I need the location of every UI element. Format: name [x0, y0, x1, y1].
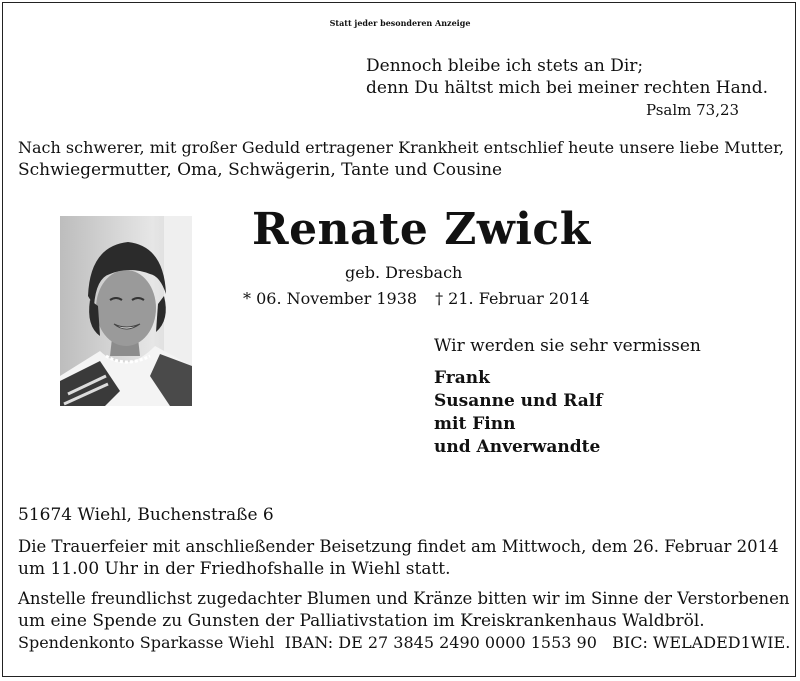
death-date: † 21. Februar 2014	[435, 289, 590, 308]
family-address: 51674 Wiehl, Buchenstraße 6	[18, 505, 274, 525]
mourner-name: und Anverwandte	[434, 437, 601, 457]
intro-line-2: Schwiegermutter, Oma, Schwägerin, Tante und Cousine	[18, 160, 503, 180]
donation-line-1: Anstelle freundlichst zugedachter Blumen und Kränze bitten wir im Sinne der Verstorbenen	[18, 589, 790, 608]
life-dates	[243, 289, 590, 308]
mourner-name: Susanne und Ralf	[434, 391, 603, 411]
verse-line-2: denn Du hältst mich bei meiner rechten Hand.	[366, 78, 769, 98]
verse-line-1: Dennoch bleibe ich stets an Dir;	[366, 56, 644, 76]
funeral-line-1: Die Trauerfeier mit anschließender Beisetzung findet am Mittwoch, dem 26. Februar 2014	[18, 537, 779, 556]
notice-header: Statt jeder besonderen Anzeige	[329, 18, 471, 28]
intro-line-1: Nach schwerer, mit großer Geduld ertragener Krankheit entschlief heute unsere liebe Mutter,	[18, 138, 785, 157]
birth-date: * 06. November 1938	[243, 289, 418, 308]
mourners-message: Wir werden sie sehr vermissen	[434, 336, 701, 356]
deceased-name: Renate Zwick	[252, 204, 591, 255]
mourner-name: Frank	[434, 368, 490, 388]
donation-bank-details: Spendenkonto Sparkasse Wiehl IBAN: DE 27 3845 2490 0000 1553 90 BIC: WELADED1WIE.	[18, 633, 791, 652]
birth-name: geb. Dresbach	[345, 263, 463, 282]
verse-source: Psalm 73,23	[646, 101, 740, 119]
portrait-illustration	[60, 216, 192, 406]
deceased-portrait-photo	[60, 216, 192, 406]
funeral-line-2: um 11.00 Uhr in der Friedhofshalle in Wiehl statt.	[18, 559, 451, 579]
donation-line-2: um eine Spende zu Gunsten der Palliativstation im Kreiskrankenhaus Waldbröl.	[18, 611, 705, 631]
mourner-name: mit Finn	[434, 414, 516, 434]
